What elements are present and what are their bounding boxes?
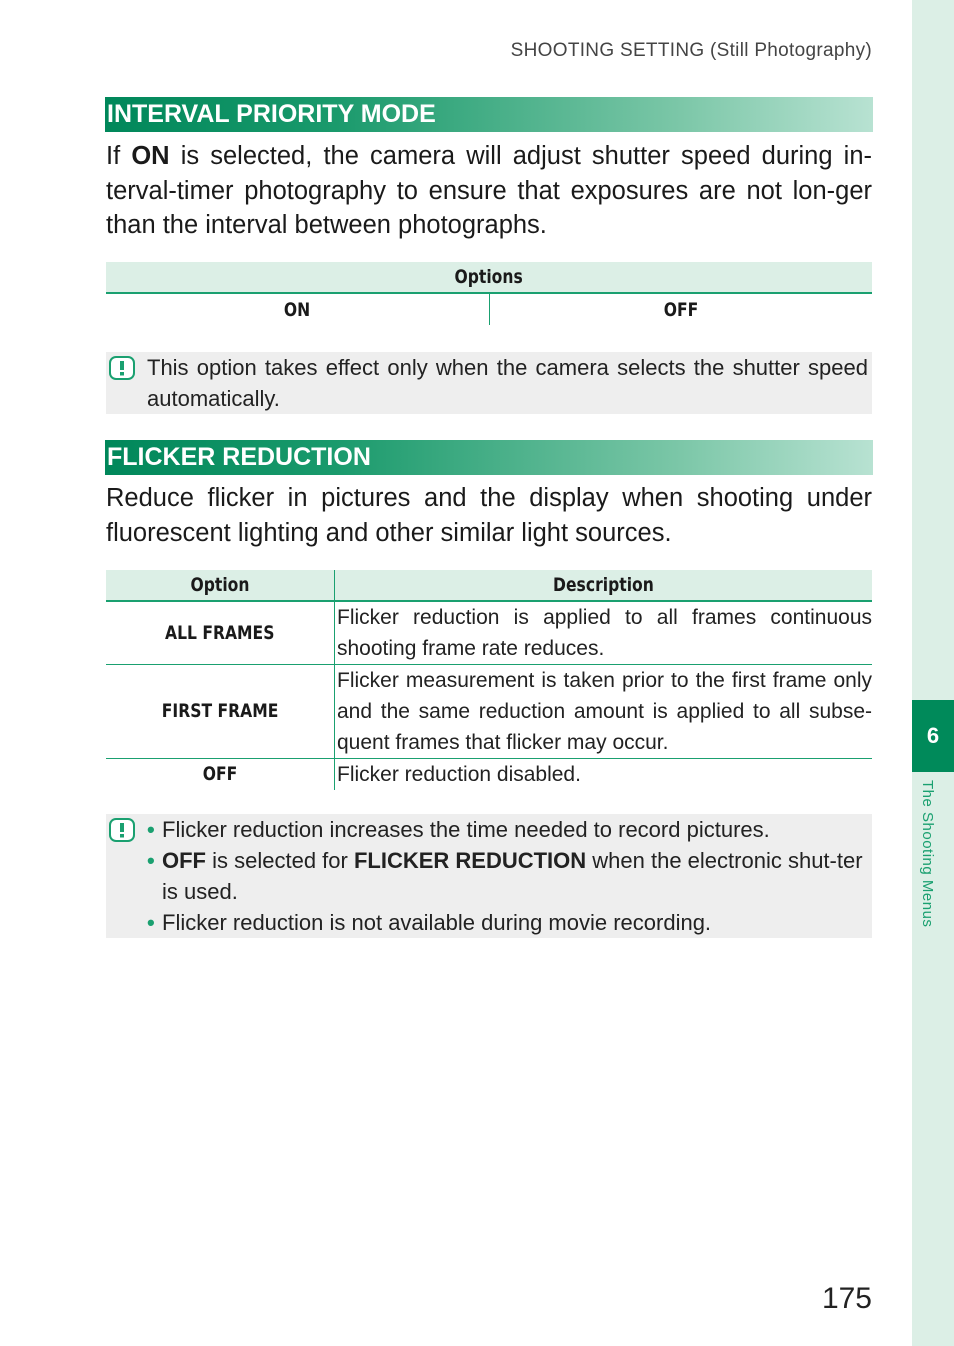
chapter-tab [912,700,954,772]
section-title-interval-priority: INTERVAL PRIORITY MODE [105,97,873,132]
option-on [106,293,489,325]
chapter-label: The Shooting Menus [919,780,936,928]
note-text: This option takes effect only when the camera selects the shutter speed automatically. [147,355,868,411]
note-box-1 [106,352,872,414]
header-label: Description [553,574,654,596]
bullet-icon: • [147,817,155,842]
table-row [106,759,872,791]
note-text: Flicker reduction increases the time needed to record pictures. [162,817,770,842]
section1-body [106,139,872,243]
body-bold: ON [131,142,170,170]
chapter-side-strip [912,0,954,1346]
running-head: SHOOTING SETTING (Still Photography) [510,40,872,61]
option-cell [106,759,335,791]
option-label: FIRST FRAME [161,700,279,722]
section-title-flicker-reduction: FLICKER REDUCTION [105,440,873,475]
column-header-option [106,570,335,601]
option-cell [106,665,335,759]
body-text: is selected, the camera will adjust shutter speed during in-terval-timer photography to ensure that exposures are not lon-ger than the interval between photographs. [106,142,872,239]
note-text: is selected for [206,848,354,873]
note-bold: OFF [162,848,206,873]
column-header-description [335,570,873,601]
option-off [489,293,872,325]
list-item [147,907,868,938]
caution-icon [109,818,135,842]
caution-icon [109,356,135,380]
description-cell: Flicker reduction is applied to all frames continuous shooting frame rate reduces. [335,601,873,665]
option-label: OFF [663,298,699,321]
table-row [106,601,872,665]
note-bold: FLICKER REDUCTION [353,848,587,873]
list-item [147,814,868,845]
options-header [106,262,872,293]
table-row [106,665,872,759]
body-text: If [106,142,132,170]
note-text: when the electronic shut-ter is used. [162,848,863,904]
note-text: Flicker reduction is not available during movie recording. [162,910,712,935]
bullet-icon: • [147,848,155,873]
option-label: ON [284,298,311,321]
chapter-number: 6 [926,723,940,748]
list-item [147,845,868,907]
options-header-label: Options [454,266,524,288]
option-label: OFF [202,763,238,785]
note-list [147,814,868,938]
bullet-icon: • [147,910,155,935]
note-box-2 [106,814,872,938]
page-number: 175 [821,1282,872,1315]
flicker-table [106,570,872,790]
options-table [106,262,872,325]
option-cell [106,601,335,665]
option-label: ALL FRAMES [165,621,275,644]
header-label: Option [190,574,250,596]
description-cell: Flicker measurement is taken prior to the first frame only and the same reduction amount is applied to all subse-quent frames that flicker may occur. [335,665,873,759]
description-cell: Flicker reduction disabled. [337,763,581,786]
section2-body: Reduce flicker in pictures and the display when shooting under fluorescent lighting and other similar light sources. [106,484,872,547]
